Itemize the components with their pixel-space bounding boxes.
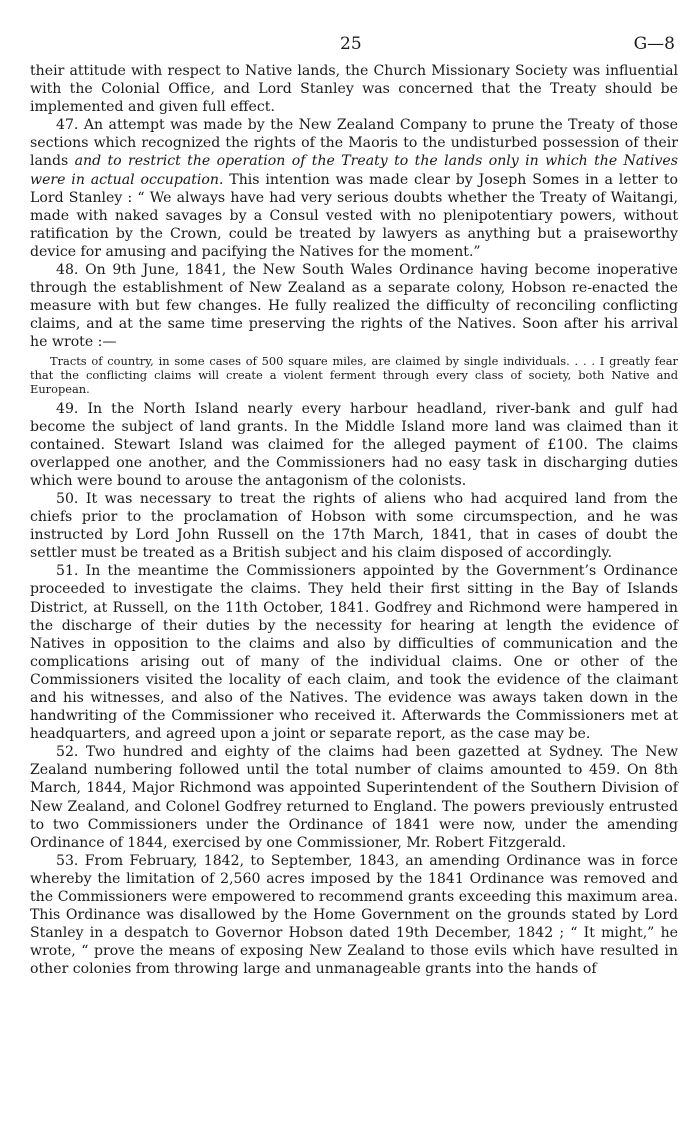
paragraph-number: 48. <box>56 262 79 279</box>
paragraph-number: 49. <box>56 400 79 417</box>
paragraph-number: 50. <box>56 490 79 507</box>
body-text <box>30 62 678 979</box>
block-quote <box>30 354 678 396</box>
paragraph-text: From February, 1842, to September, 1843, an amending Ordinance was in force whereby the limitation of 2,560 acres imposed by the 1841 Ordinance was removed and the Commissioners were empowered to recommend grants exceeding this maximum area. This Ordinance was disallowed by the Home Government on the grounds stated by Lord Stanley in a despatch to Governor Hobson dated 19th December, 1842 ; “ It might,” he wrote, “ prove the means of exposing New Zealand to those evils which have resulted in other colonies from throwing large and unmanageable grants into the hands of <box>30 852 678 978</box>
paragraph-53 <box>30 852 678 979</box>
paragraph-continued <box>30 62 678 116</box>
paragraph-number: 52. <box>56 744 79 761</box>
paragraph-number: 47. <box>56 117 79 134</box>
paragraph-text: On 9th June, 1841, the New South Wales Ordinance having become inoperative through the establishment of New Zealand as a separate colony, Hobson re-enacted the measure with but few changes. He fully realized the difficulty of reconciling conflicting claims, and at the same time preserving the rights of the Natives. Soon after his arrival he wrote :— <box>30 262 678 351</box>
paragraph-text: An attempt was made by the New Zealand Company to prune the Treaty of those sections which recognized the rights of the Maoris to the undisturbed possession of their lands <box>30 117 679 170</box>
paragraph-text: In the North Island nearly every harbour headland, river-bank and gulf had become the subject of land grants. In the Middle Island more land was claimed than it contained. Stewart Island was claimed for the alleged payment of £100. The claims overlapped one another, and the Commissioners had no easy task in discharging duties which were bound to arouse the antagonism of the colonists. <box>30 400 679 489</box>
paragraph-text: It was necessary to treat the rights of aliens who had acquired land from the chiefs prior to the proclamation of Hobson with some circumspection, and he was instructed by Lord John Russell on the 17th March, 1841, that in cases of doubt the settler must be treated as a British subject and his claim disposed of accordingly. <box>30 490 678 562</box>
document-reference: G—8 <box>633 34 675 54</box>
paragraph-49 <box>30 400 678 490</box>
paragraph-number: 53. <box>56 852 79 869</box>
paragraph-51 <box>30 562 678 743</box>
paragraph-number: 51. <box>56 563 79 580</box>
paragraph-text: their attitude with respect to Native lands, the Church Missionary Society was influential with the Colonial Office, and Lord Stanley was concerned that the Treaty should be implemented and given full effect. <box>30 63 678 116</box>
quote-text: Tracts of country, in some cases of 500 square miles, are claimed by single individuals. . . . I greatly fear that the conflicting claims will create a violent ferment through every class of society, both Native and European. <box>30 353 678 396</box>
paragraph-text: This intention was made clear by Joseph Somes in a letter to Lord Stanley : “ We always have had very serious doubts whether the Treaty of Waitangi, made with naked savages by a Consul vested with no plenipotentiary powers, without ratification by the Crown, could be treated by lawyers as anything but a praiseworthy device for amusing and pacifying the Natives for the moment.” <box>30 171 678 260</box>
paragraph-52 <box>30 743 678 852</box>
page-header <box>0 34 700 56</box>
page-number: 25 <box>340 34 362 54</box>
paragraph-47 <box>30 116 678 261</box>
paragraph-text: In the meantime the Commissioners appointed by the Government’s Ordinance proceeded to investigate the claims. They held their first sitting in the Bay of Islands District, at Russell, on the 11th October, 1841. Godfrey and Richmond were hampered in the discharge of their duties by the necessity for hearing at length the evidence of Natives in opposition to the claims and also by difficulties of communication and the complications arising out of many of the individual claims. One or other of the Commissioners visited the locality of each claim, and took the evidence of the claimant and his witnesses, and also of the Natives. The evidence was aways taken down in the handwriting of the Commissioner who received it. Afterwards the Commissioners met at headquarters, and agreed upon a joint or separate report, as the case may be. <box>30 563 678 743</box>
paragraph-50 <box>30 490 678 562</box>
paragraph-italic-text: and to restrict the operation of the Treaty to the lands only in which the Natives were in actual occupation. <box>30 153 678 188</box>
paragraph-text: Two hundred and eighty of the claims had been gazetted at Sydney. The New Zealand numbering followed until the total number of claims amounted to 459. On 8th March, 1844, Major Richmond was appointed Superintendent of the Southern Division of New Zealand, and Colonel Godfrey returned to England. The powers previously entrusted to two Commissioners under the Ordinance of 1841 were now, under the amending Ordinance of 1844, exercised by one Commissioner, Mr. Robert Fitzgerald. <box>30 744 679 851</box>
paragraph-48 <box>30 261 678 351</box>
